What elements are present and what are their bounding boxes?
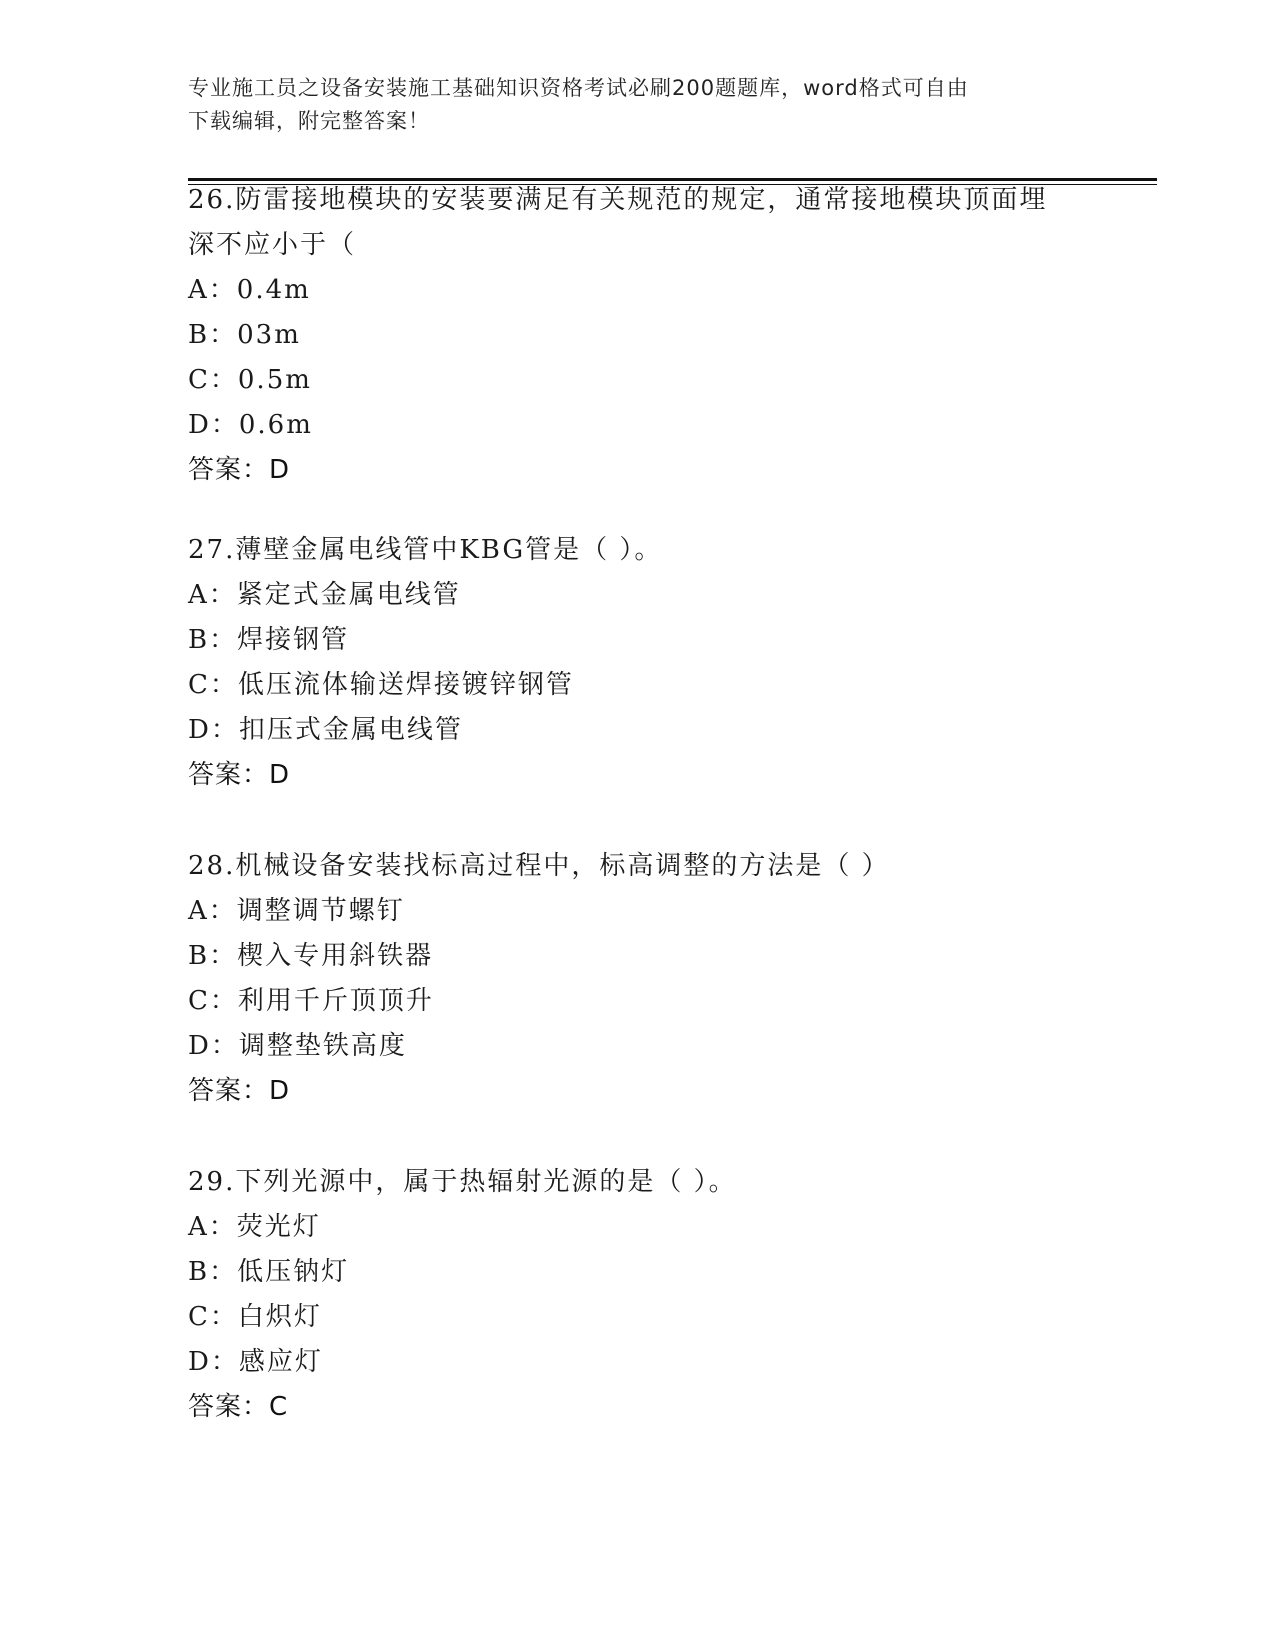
option-d: D：扣压式金属电线管 (188, 715, 463, 745)
option-b: B：焊接钢管 (188, 625, 350, 655)
question-stem: 26.防雷接地模块的安装要满足有关规范的规定，通常接地模块顶面埋 (188, 185, 1048, 215)
option-a: A：0.4m (188, 275, 311, 305)
header-line-2: 下载编辑，附完整答案！ (188, 109, 430, 133)
question-28 (188, 844, 1088, 1114)
option-b: B：低压钠灯 (188, 1257, 350, 1287)
answer: 答案：C (188, 1392, 289, 1422)
question-stem: 29.下列光源中，属于热辐射光源的是（ ）。 (188, 1167, 737, 1197)
question-stem: 27.薄壁金属电线管中KBG管是（ ）。 (188, 535, 663, 565)
question-stem-continued: 深不应小于（ (188, 230, 357, 260)
option-a: A：荧光灯 (188, 1212, 321, 1242)
header-line-1: 专业施工员之设备安装施工基础知识资格考试必刷200题题库，word格式可自由 (188, 76, 969, 100)
option-b: B：楔入专用斜铁器 (188, 941, 434, 971)
option-d: D：调整垫铁高度 (188, 1031, 407, 1061)
option-d: D：感应灯 (188, 1347, 323, 1377)
option-c: C：白炽灯 (188, 1302, 322, 1332)
option-d: D：0.6m (188, 410, 313, 440)
option-c: C：0.5m (188, 365, 312, 395)
question-27 (188, 528, 1088, 798)
option-c: C：利用千斤顶顶升 (188, 986, 434, 1016)
option-b: B：03m (188, 320, 301, 350)
answer: 答案：D (188, 760, 291, 790)
answer: 答案：D (188, 1076, 291, 1106)
question-29 (188, 1160, 1088, 1430)
document-header (188, 72, 1088, 138)
question-stem: 28.机械设备安装找标高过程中，标高调整的方法是（ ） (188, 851, 890, 881)
answer: 答案：D (188, 455, 291, 485)
option-c: C：低压流体输送焊接镀锌钢管 (188, 670, 574, 700)
option-a: A：调整调节螺钉 (188, 896, 405, 926)
option-a: A：紧定式金属电线管 (188, 580, 461, 610)
question-26 (188, 178, 1088, 493)
